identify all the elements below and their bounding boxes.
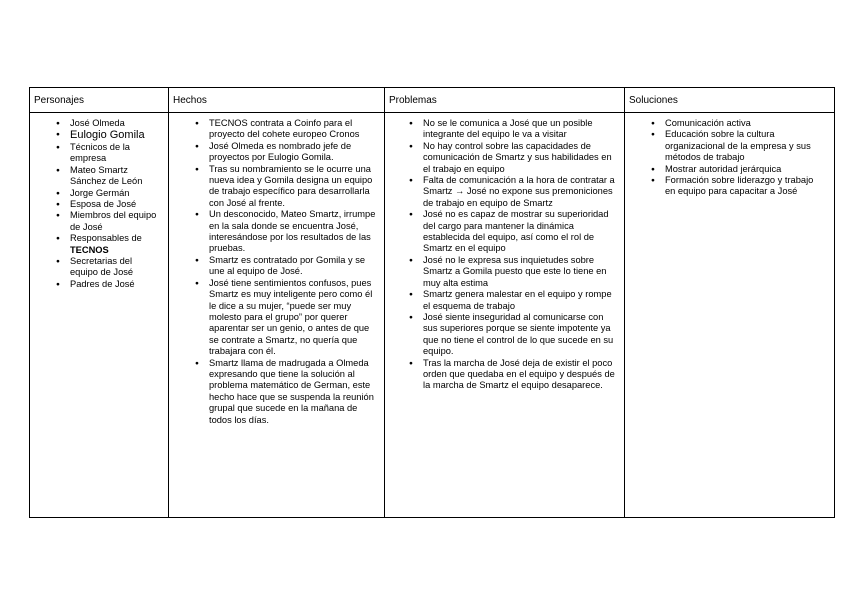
company-name: TECNOS [70,244,109,255]
list-item-text: Responsables de [70,233,142,244]
header-row [30,88,835,113]
list-item: ● Falta de comunicación a la hora de contratar a Smartz → José no expone sus premoniciones de trabajo en equipo de Smartz [423,175,616,209]
list-item: ● Padres de José [70,279,160,290]
list-item: ● Miembros del equipo de José [70,210,160,233]
list-item: ● Jorge Germán [70,188,160,199]
cell-hechos [169,113,385,518]
cell-problemas [385,113,625,518]
soluciones-list [625,118,826,198]
header-personajes: Personajes [30,88,169,113]
cell-soluciones [625,113,835,518]
problemas-list [385,118,616,392]
header-hechos: Hechos [169,88,385,113]
hechos-list [169,118,376,426]
list-item: ● Smartz es contratado por Gomila y se une al equipo de José. [209,255,376,278]
list-item: ● Tras la marcha de José deja de existir el poco orden que quedaba en el equipo y después de la marcha de Smartz el equipo desaparece. [423,358,616,392]
list-item: ● José tiene sentimientos confusos, pues Smartz es muy inteligente pero como él le dice a su mujer, “puede ser muy molesto para el grupo” por querer aparentar ser un genio, o antes de que se contrate a Smartz, no quería que trabajara con él. [209,278,376,358]
list-item: ● Eulogio Gomila [70,129,160,142]
list-item: ● Esposa de José [70,199,160,210]
personajes-list [30,118,160,290]
list-item: ● José no es capaz de mostrar su superioridad del cargo para mantener la dinámica establecida del equipo, así como el rol de Smartz en el equipo [423,209,616,255]
header-soluciones: Soluciones [625,88,835,113]
list-item [70,233,160,256]
list-item: ● No se le comunica a José que un posible integrante del equipo le va a visitar [423,118,616,141]
header-problemas: Problemas [385,88,625,113]
list-item: ● José no le expresa sus inquietudes sobre Smartz a Gomila puesto que este lo tiene en muy alta estima [423,255,616,289]
list-item: ● José Olmeda [70,118,160,129]
list-item: ● Smartz llama de madrugada a Olmeda expresando que tiene la solución al problema matemático de German, este hecho hace que se suspenda la reunión grupal que sucede en la mañana de todos los días. [209,358,376,426]
list-item: ● Técnicos de la empresa [70,142,160,165]
list-item: ● Un desconocido, Mateo Smartz, irrumpe en la sala donde se encuentra José, interesándose por los resultados de las pruebas. [209,209,376,255]
list-item: ● TECNOS contrata a Coinfo para el proyecto del cohete europeo Cronos [209,118,376,141]
list-item: ● Formación sobre liderazgo y trabajo en equipo para capacitar a José [665,175,826,198]
content-row [30,113,835,518]
analysis-table [29,87,835,518]
list-item: ● No hay control sobre las capacidades de comunicación de Smartz y sus habilidades en el trabajo en equipo [423,141,616,175]
list-item: ● José siente inseguridad al comunicarse con sus superiores porque se siente impotente ya que no tiene el control de lo que sucede en su equipo. [423,312,616,358]
list-item: ● Smartz genera malestar en el equipo y rompe el esquema de trabajo [423,289,616,312]
cell-personajes [30,113,169,518]
list-item: ● José Olmeda es nombrado jefe de proyectos por Eulogio Gomila. [209,141,376,164]
list-item: ● Educación sobre la cultura organizacional de la empresa y sus métodos de trabajo [665,129,826,163]
list-item: ● Mateo Smartz Sánchez de León [70,165,160,188]
list-item: ● Comunicación activa [665,118,826,129]
list-item: ● Secretarias del equipo de José [70,256,160,279]
list-item: ● Mostrar autoridad jerárquica [665,164,826,175]
list-item: ● Tras su nombramiento se le ocurre una nueva idea y Gomila designa un equipo de trabajo específico para desarrollarla con José al frente. [209,164,376,210]
